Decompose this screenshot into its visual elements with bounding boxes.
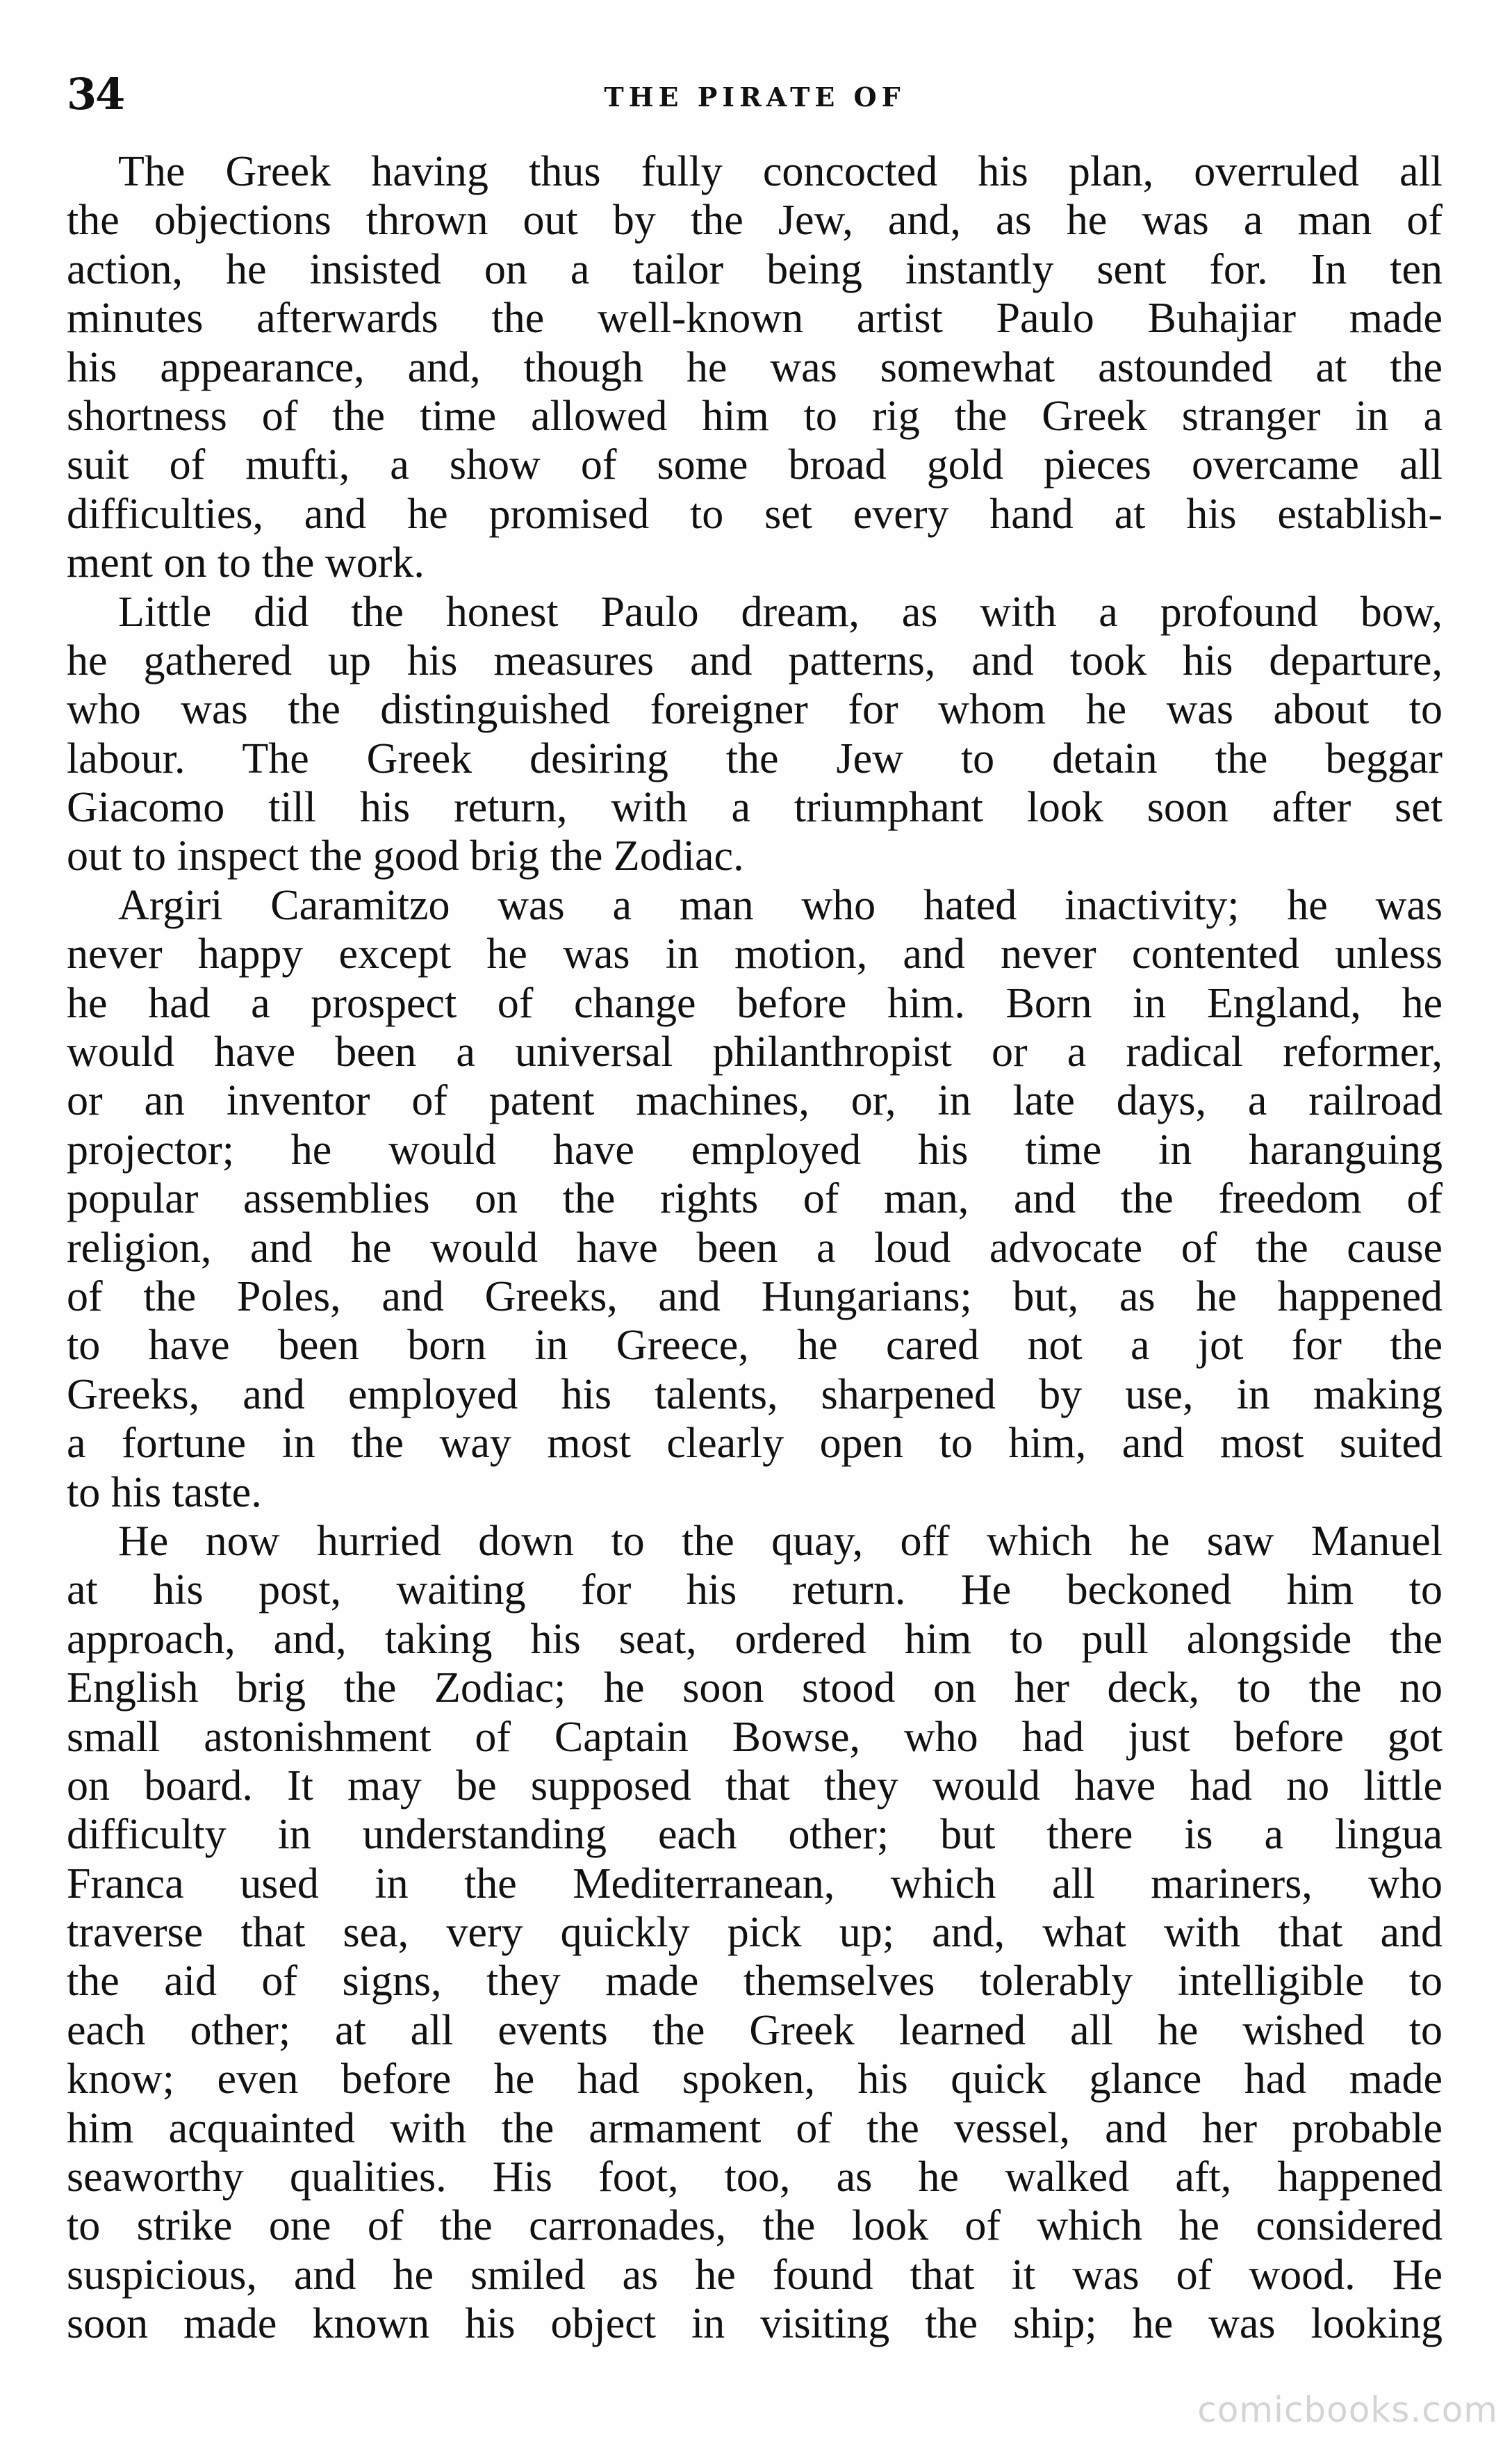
paragraph: [67, 1517, 1443, 2349]
text-line: difficulty in understanding each other; but there is a lingua: [67, 1811, 1443, 1859]
text-line: he gathered up his measures and patterns, and took his departure,: [67, 637, 1443, 684]
text-line: to have been born in Greece, he cared not a jot for the: [67, 1322, 1443, 1370]
text-line: suit of mufti, a show of some broad gold pieces overcame all: [67, 441, 1443, 489]
text-line: projector; he would have employed his time in haranguing: [67, 1126, 1443, 1174]
page-header: [67, 67, 1443, 136]
text-line: who was the distinguished foreigner for whom he was about to: [67, 686, 1443, 734]
text-line: religion, and he would have been a loud advocate of the cause: [67, 1224, 1443, 1272]
text-line: minutes afterwards the well-known artist Paulo Buhajiar made: [67, 295, 1443, 343]
text-line: difficulties, and he promised to set every hand at his establish-: [67, 490, 1443, 538]
text-line: know; even before he had spoken, his quick glance had made: [67, 2055, 1443, 2103]
text-line: Argiri Caramitzo was a man who hated inactivity; he was: [118, 881, 1443, 929]
text-line: each other; at all events the Greek learned all he wished to: [67, 2006, 1443, 2054]
text-line: labour. The Greek desiring the Jew to detain the beggar: [67, 734, 1443, 782]
watermark: comicbooks.com: [1197, 2390, 1498, 2430]
page-number: 34: [67, 69, 124, 120]
running-head: THE PIRATE OF: [604, 81, 905, 113]
text-line: traverse that sea, very quickly pick up; and, what with that and: [67, 1909, 1443, 1957]
text-line: He now hurried down to the quay, off which he saw Manuel: [118, 1517, 1443, 1565]
text-line: would have been a universal philanthropist or a radical reformer,: [67, 1028, 1443, 1076]
body-text: [67, 147, 1443, 2349]
paragraph: [67, 147, 1443, 588]
text-line: action, he insisted on a tailor being instantly sent for. In ten: [67, 245, 1443, 293]
paragraph: [67, 881, 1443, 1517]
text-line: English brig the Zodiac; he soon stood on her deck, to the no: [67, 1664, 1443, 1712]
text-line: his appearance, and, though he was somewhat astounded at the: [67, 343, 1443, 391]
text-line: out to inspect the good brig the Zodiac.: [67, 832, 744, 880]
paragraph: [67, 588, 1443, 881]
text-line: soon made known his object in visiting the ship; he was looking: [67, 2300, 1443, 2348]
text-line: the aid of signs, they made themselves tolerably intelligible to: [67, 1957, 1443, 2005]
text-line: Giacomo till his return, with a triumphant look soon after set: [67, 784, 1443, 832]
text-line: of the Poles, and Greeks, and Hungarians; but, as he happened: [67, 1272, 1443, 1320]
text-line: small astonishment of Captain Bowse, who had just before got: [67, 1713, 1443, 1761]
text-line: suspicious, and he smiled as he found that it was of wood. He: [67, 2251, 1443, 2299]
text-line: seaworthy qualities. His foot, too, as he walked aft, happened: [67, 2153, 1443, 2201]
text-line: approach, and, taking his seat, ordered him to pull alongside the: [67, 1615, 1443, 1663]
text-line: the objections thrown out by the Jew, and, as he was a man of: [67, 197, 1443, 245]
text-line: to his taste.: [67, 1468, 262, 1516]
text-line: him acquainted with the armament of the vessel, and her probable: [67, 2104, 1443, 2152]
text-line: Greeks, and employed his talents, sharpened by use, in making: [67, 1370, 1443, 1418]
text-line: The Greek having thus fully concocted his plan, overruled all: [118, 148, 1443, 195]
text-line: Little did the honest Paulo dream, as with a profound bow,: [118, 588, 1443, 636]
text-line: a fortune in the way most clearly open to him, and most suited: [67, 1420, 1443, 1468]
text-line: ment on to the work.: [67, 539, 425, 587]
text-line: shortness of the time allowed him to rig the Greek stranger in a: [67, 392, 1443, 440]
text-line: he had a prospect of change before him. Born in England, he: [67, 979, 1443, 1027]
text-line: on board. It may be supposed that they would have had no little: [67, 1762, 1443, 1809]
text-line: to strike one of the carronades, the look of which he considered: [67, 2202, 1443, 2250]
text-line: at his post, waiting for his return. He beckoned him to: [67, 1566, 1443, 1614]
text-line: or an inventor of patent machines, or, in late days, a railroad: [67, 1077, 1443, 1125]
text-line: Franca used in the Mediterranean, which all mariners, who: [67, 1860, 1443, 1907]
text-line: never happy except he was in motion, and never contented unless: [67, 930, 1443, 978]
text-line: popular assemblies on the rights of man, and the freedom of: [67, 1175, 1443, 1223]
